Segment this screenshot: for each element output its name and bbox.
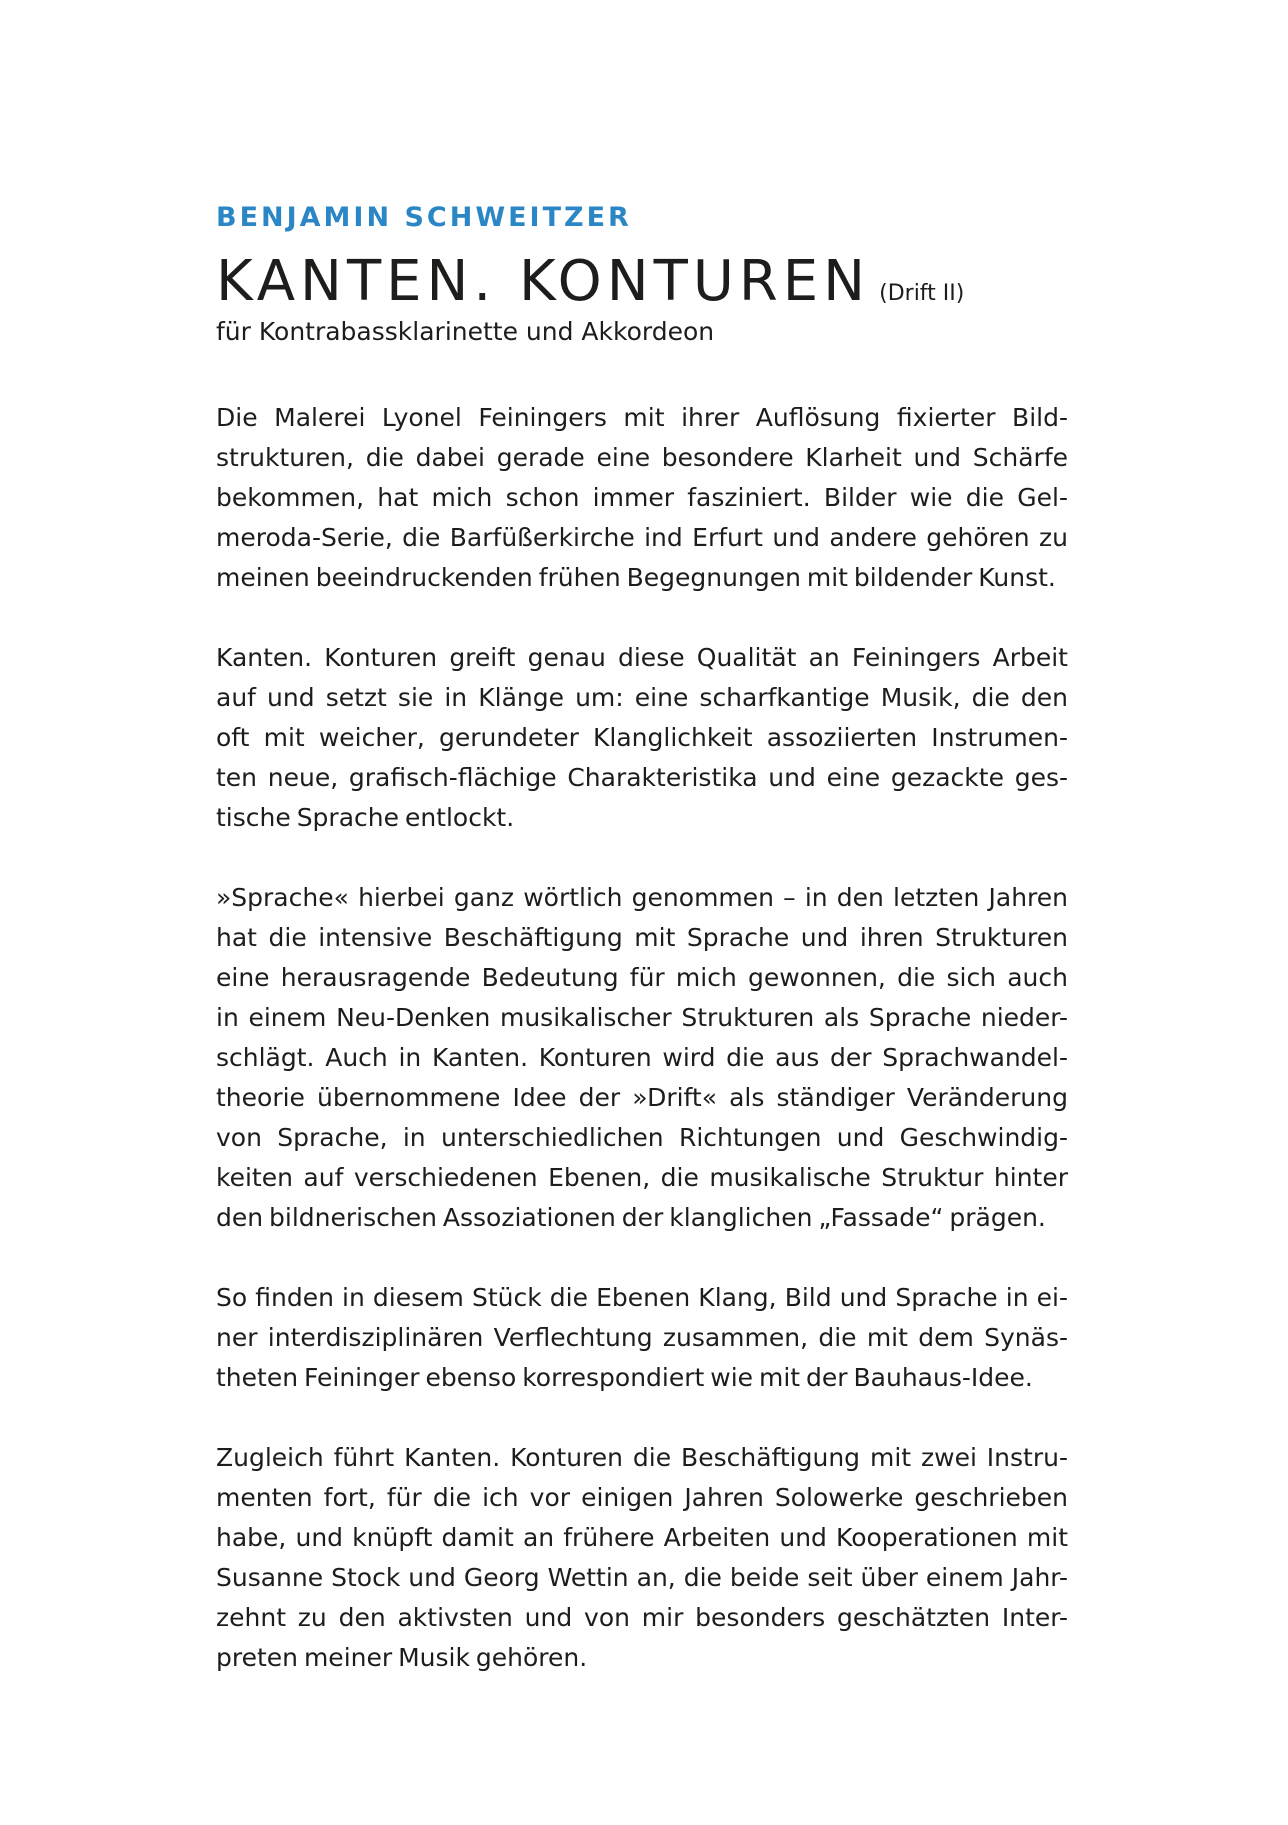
body-text	[216, 398, 1068, 1678]
paragraph-2	[216, 638, 1068, 838]
text-line: Die Malerei Lyonel Feiningers mit ihrer Auflösung fixierter Bild-	[216, 403, 1068, 432]
text-line: strukturen, die dabei gerade eine besondere Klarheit und Schärfe	[216, 443, 1068, 472]
document-page	[216, 202, 1068, 1678]
text-line: theorie übernommene Idee der »Drift« als ständiger Veränderung	[216, 1083, 1068, 1112]
text-line: theten Feininger ebenso korrespondiert wie mit der Bauhaus-Idee.	[216, 1363, 1033, 1392]
text-line: ner interdisziplinären Verflechtung zusammen, die mit dem Synäs-	[216, 1323, 1068, 1352]
text-line: oft mit weicher, gerundeter Klanglichkeit assoziierten Instrumen-	[216, 723, 1068, 752]
text-line: Zugleich führt Kanten. Konturen die Beschäftigung mit zwei Instru-	[216, 1443, 1068, 1472]
text-line: meinen beeindruckenden frühen Begegnungen mit bildender Kunst.	[216, 563, 1056, 592]
text-line: den bildnerischen Assoziationen der klanglichen „Fassade“ prägen.	[216, 1203, 1046, 1232]
work-title: KANTEN. KONTUREN	[216, 249, 871, 314]
text-line: preten meiner Musik gehören.	[216, 1643, 588, 1672]
text-line: schlägt. Auch in Kanten. Konturen wird die aus der Sprachwandel-	[216, 1043, 1068, 1072]
text-line: eine herausragende Bedeutung für mich gewonnen, die sich auch	[216, 963, 1068, 992]
text-line: zehnt zu den aktivsten und von mir besonders geschätzten Inter-	[216, 1603, 1068, 1632]
title-row	[216, 250, 1068, 314]
composer-name: BENJAMIN SCHWEITZER	[216, 202, 632, 233]
text-line: »Sprache« hierbei ganz wörtlich genommen – in den letzten Jahren	[216, 883, 1068, 912]
text-line: Kanten. Konturen greift genau diese Qualität an Feiningers Arbeit	[216, 643, 1068, 672]
text-line: ten neue, grafisch-flächige Charakteristika und eine gezackte ges-	[216, 763, 1068, 792]
text-line: habe, und knüpft damit an frühere Arbeiten und Kooperationen mit	[216, 1523, 1068, 1552]
text-line: meroda-Serie, die Barfüßerkirche ind Erfurt und andere gehören zu	[216, 523, 1068, 552]
text-line: hat die intensive Beschäftigung mit Sprache und ihren Strukturen	[216, 923, 1068, 952]
instrumentation-subtitle: für Kontrabassklarinette und Akkordeon	[216, 317, 715, 346]
paragraph-4	[216, 1278, 1068, 1398]
text-line: auf und setzt sie in Klänge um: eine scharfkantige Musik, die den	[216, 683, 1068, 712]
text-line: keiten auf verschiedenen Ebenen, die musikalische Struktur hinter	[216, 1163, 1068, 1192]
text-line: menten fort, für die ich vor einigen Jahren Solowerke geschrieben	[216, 1483, 1068, 1512]
text-line: von Sprache, in unterschiedlichen Richtungen und Geschwindig-	[216, 1123, 1068, 1152]
work-title-suffix: (Drift II)	[879, 281, 965, 306]
paragraph-5	[216, 1438, 1068, 1678]
text-line: tische Sprache entlockt.	[216, 803, 515, 832]
paragraph-3	[216, 878, 1068, 1238]
text-line: in einem Neu-Denken musikalischer Strukturen als Sprache nieder-	[216, 1003, 1068, 1032]
text-line: bekommen, hat mich schon immer fasziniert. Bilder wie die Gel-	[216, 483, 1068, 512]
text-line: Susanne Stock und Georg Wettin an, die beide seit über einem Jahr-	[216, 1563, 1068, 1592]
paragraph-1	[216, 398, 1068, 598]
text-line: So finden in diesem Stück die Ebenen Klang, Bild und Sprache in ei-	[216, 1283, 1068, 1312]
